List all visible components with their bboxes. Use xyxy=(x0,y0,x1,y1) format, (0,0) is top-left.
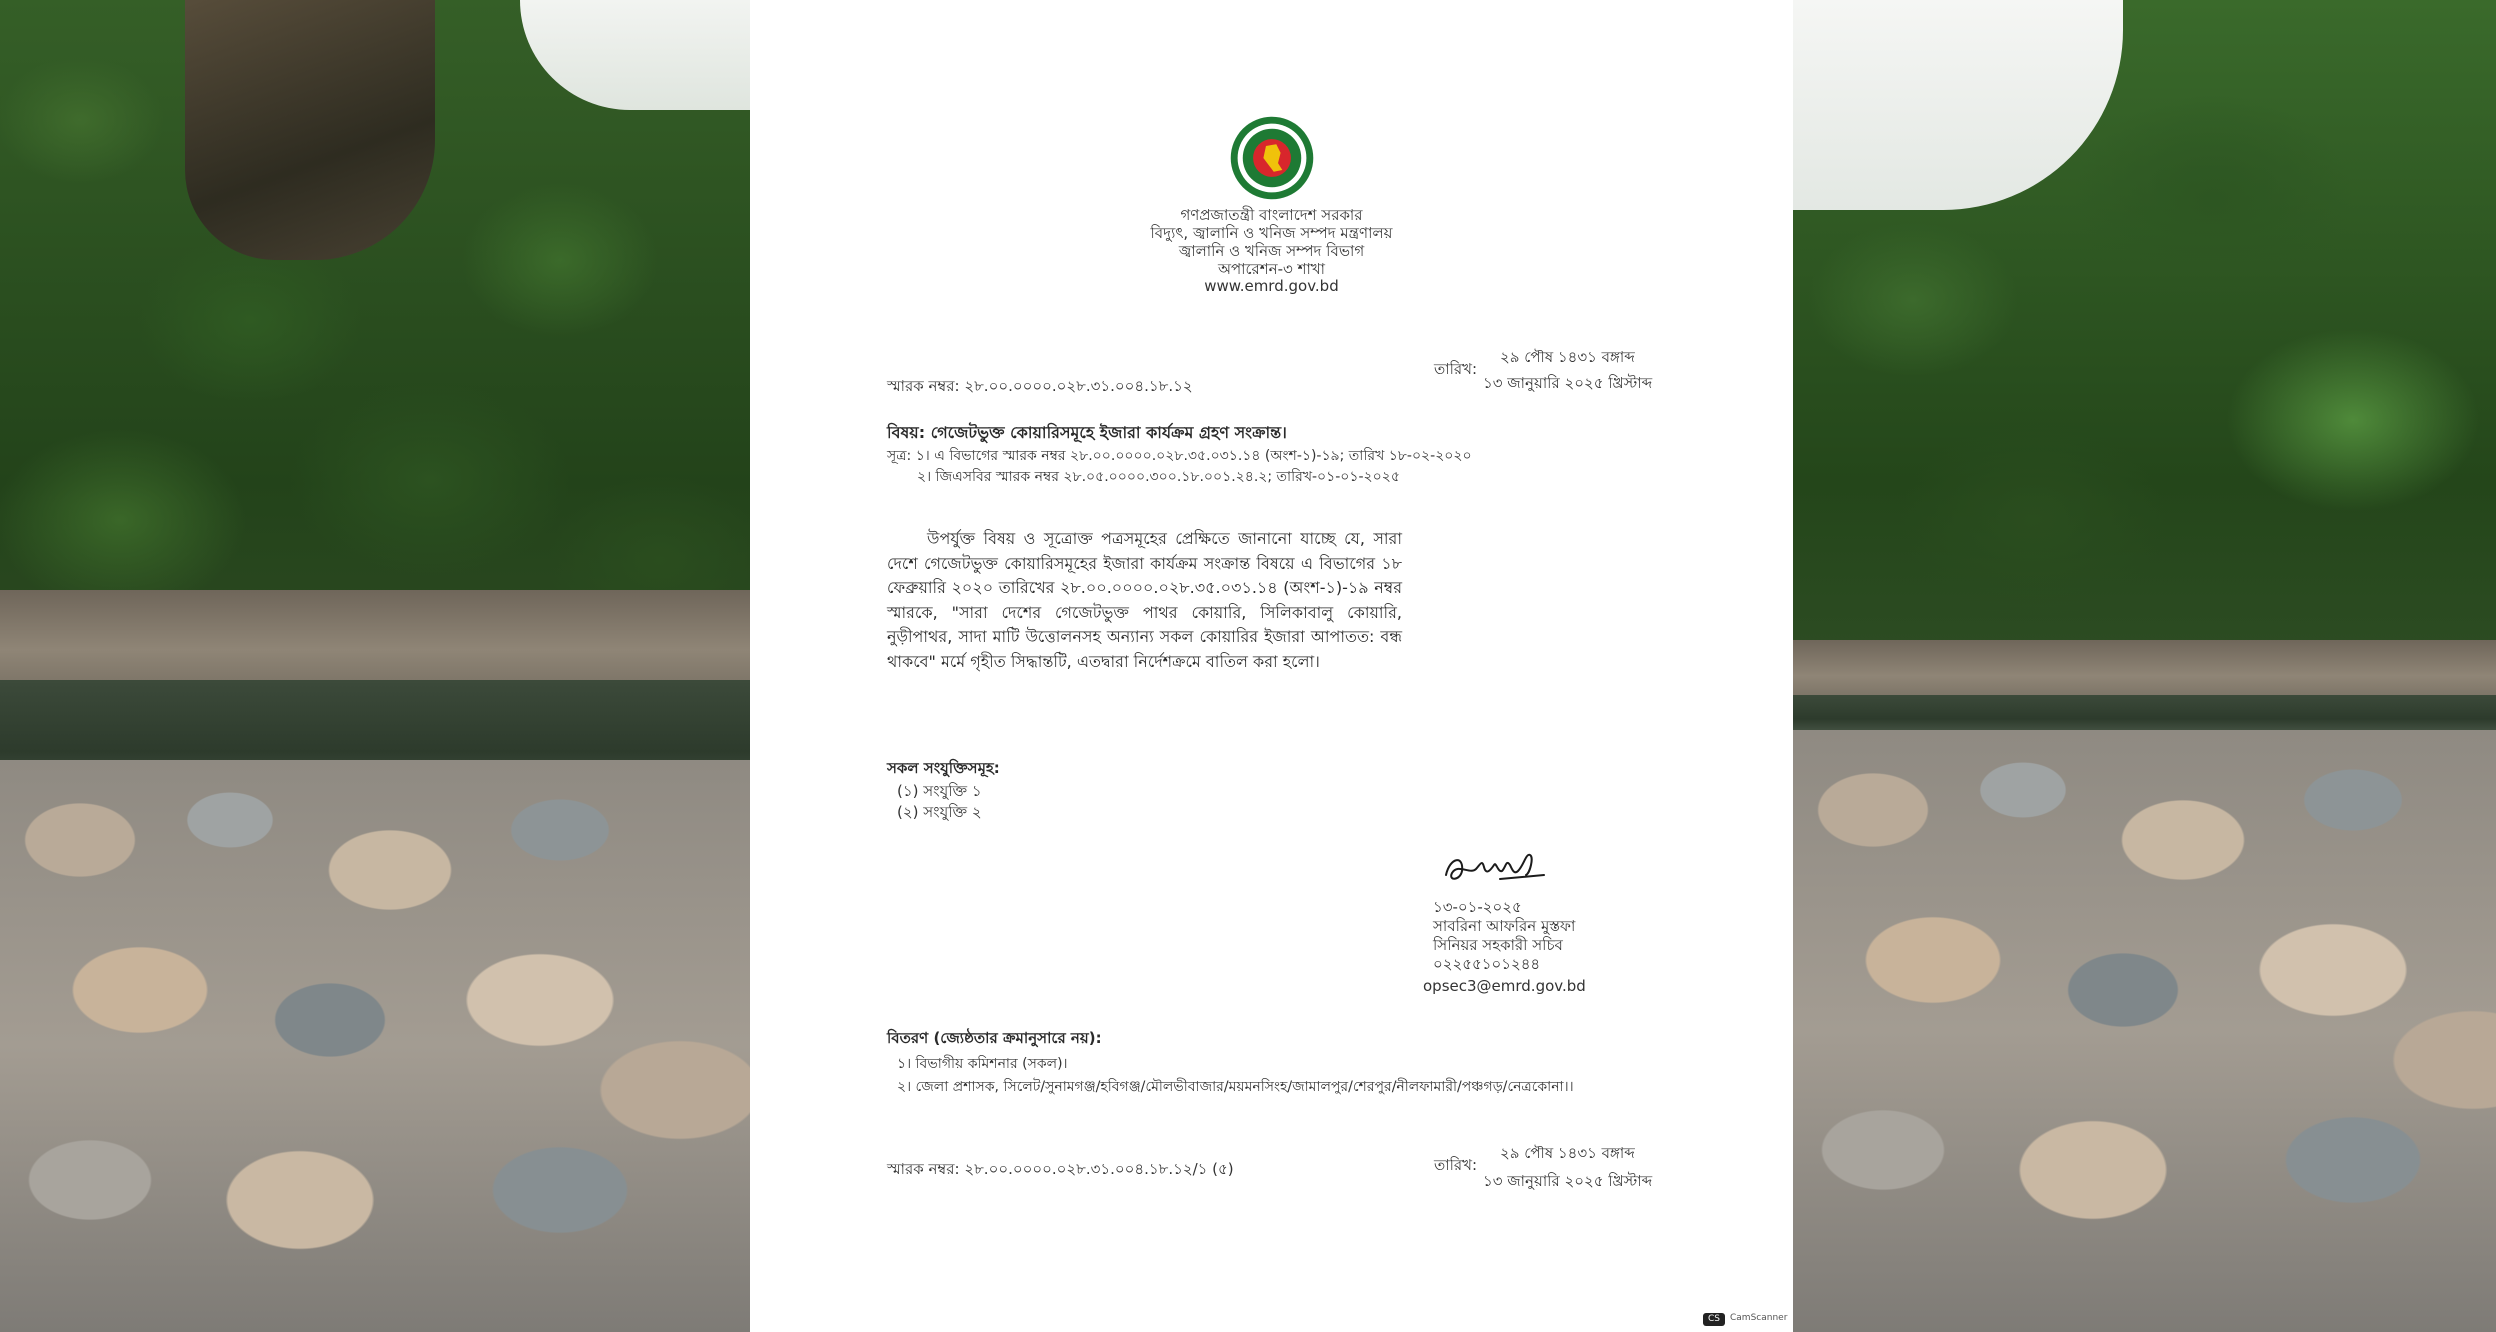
camscanner-label: CamScanner xyxy=(1730,1313,1788,1323)
attachment-item-2[interactable]: (২) সংযুক্তি ২ xyxy=(897,803,982,821)
letter-body-text: উপর্যুক্ত বিষয় ও সূত্রোক্ত পত্রসমূহের প্রেক্ষিতে জানানো যাচ্ছে যে, সারা দেশে গেজেটভুক্ত কোয়ারিসমূহের ইজারা কার্যক্রম সংক্রান্ত বিষয়ে এ বিভাগের ১৮ ফেব্রুয়ারি ২০২০ তারিখের ২৮.০০.০০০০.০২৮.৩৫.০৩১.১৪ (অংশ-১)-১৯ নম্বর স্মারকে, "সারা দেশের গেজেটভুক্ত পাথর কোয়ারি, সিলিকাবালু কোয়ারি, নুড়ীপাথর, সাদা মাটি উত্তোলনসহ অন্যান্য সকল কোয়ারির ইজারা আপাতত: বন্ধ থাকবে" মর্মে গৃহীত সিদ্ধান্তটি, এতদ্বারা নির্দেশক্রমে বাতিল করা হলো। xyxy=(887,529,1402,671)
signatory-phone: ০২২৫৫১০১২৪৪ xyxy=(1433,955,1541,973)
header-division: জ্বালানি ও খনিজ সম্পদ বিভাগ xyxy=(1178,242,1365,260)
government-emblem-icon xyxy=(1229,115,1315,201)
handwritten-signature xyxy=(1440,845,1550,893)
river-stones xyxy=(1793,730,2496,1332)
signatory-designation: সিনিয়র সহকারী সচিব xyxy=(1433,936,1563,954)
river-bank xyxy=(0,590,750,690)
river-bank xyxy=(1793,640,2496,700)
subject-line: বিষয়: গেজেটভুক্ত কোয়ারিসমূহে ইজারা কার্যক্রম গ্রহণ সংক্রান্ত। xyxy=(887,423,1287,442)
distribution-item-1: ১। বিভাগীয় কমিশনার (সকল)। xyxy=(897,1056,1068,1072)
header-branch: অপারেশন-৩ শাখা xyxy=(1218,260,1325,278)
header-website-link[interactable]: www.emrd.gov.bd xyxy=(1204,277,1339,295)
memo-date-gregorian: ১৩ জানুয়ারি ২০২৫ খ্রিস্টাব্দ xyxy=(1483,374,1653,392)
memo2-date-gregorian: ১৩ জানুয়ারি ২০২৫ খ্রিস্টাব্দ xyxy=(1483,1172,1653,1190)
memo-date-label: তারিখ: xyxy=(1434,360,1478,378)
memo-number: স্মারক নম্বর: ২৮.০০.০০০০.০২৮.৩১.০০৪.১৮.১২ xyxy=(887,377,1193,395)
attachments-title: সকল সংযুক্তিসমূহ: xyxy=(887,759,1000,777)
background-photo-left xyxy=(0,0,750,1332)
memo2-date-bangla: ২৯ পৌষ ১৪৩১ বঙ্গাব্দ xyxy=(1500,1144,1635,1162)
memo-date-bangla: ২৯ পৌষ ১৪৩১ বঙ্গাব্দ xyxy=(1500,348,1635,366)
signatory-email-link[interactable]: opsec3@emrd.gov.bd xyxy=(1423,977,1586,995)
camscanner-icon: CS xyxy=(1703,1313,1725,1326)
background-photo-right xyxy=(1793,0,2496,1332)
signatory-name: সাবরিনা আফরিন মুস্তফা xyxy=(1433,917,1576,935)
memo2-date-label: তারিখ: xyxy=(1434,1156,1478,1174)
header-government: গণপ্রজাতন্ত্রী বাংলাদেশ সরকার xyxy=(1180,206,1363,224)
reference-1: সূত্র: ১। এ বিভাগের স্মারক নম্বর ২৮.০০.০০০০.০২৮.৩৫.০৩১.১৪ (অংশ-১)-১৯; তারিখ ১৮-০২-২০২০ xyxy=(887,448,1472,464)
header-ministry: বিদ্যুৎ, জ্বালানি ও খনিজ সম্পদ মন্ত্রণালয় xyxy=(1150,224,1393,242)
distribution-item-2: ২। জেলা প্রশাসক, সিলেট/সুনামগঞ্জ/হবিগঞ্জ/মৌলভীবাজার/ময়মনসিংহ/জামালপুর/শেরপুর/নীলফামারী/পঞ্চগড়/নেত্রকোনা।। xyxy=(897,1079,1574,1095)
reference-2: ২। জিএসবির স্মারক নম্বর ২৮.০৫.০০০০.৩০০.১৮.০০১.২৪.২; তারিখ-০১-০১-২০২৫ xyxy=(917,469,1400,485)
attachment-item-1[interactable]: (১) সংযুক্তি ১ xyxy=(897,782,982,800)
distribution-title: বিতরণ (জ্যেষ্ঠতার ক্রমানুসারে নয়): xyxy=(887,1029,1102,1047)
rock-cliff xyxy=(185,0,435,260)
government-letter xyxy=(750,0,1793,1332)
memo2-number: স্মারক নম্বর: ২৮.০০.০০০০.০২৮.৩১.০০৪.১৮.১২/১ (৫) xyxy=(887,1160,1234,1178)
letter-body xyxy=(887,527,1402,674)
river-stones xyxy=(0,760,750,1332)
signature-date: ১৩-০১-২০২৫ xyxy=(1433,898,1522,916)
river-water xyxy=(1793,695,2496,735)
